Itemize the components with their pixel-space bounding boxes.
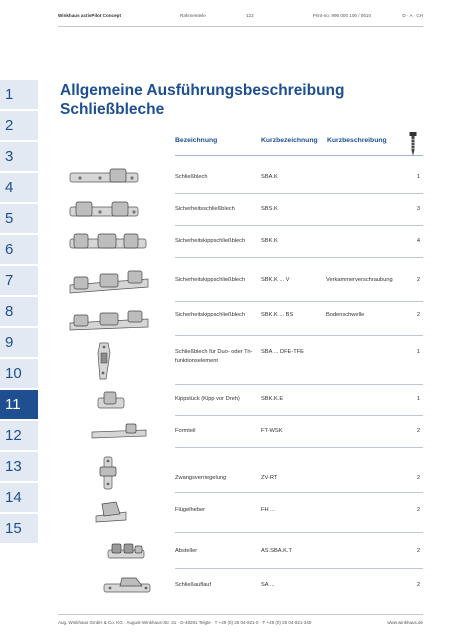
table-row (60, 449, 423, 494)
chapter-tab-3[interactable]: 3 (0, 142, 38, 171)
chapter-tab-11[interactable]: 11 (0, 390, 38, 419)
row-kurzbezeichnung: SBK.K ... BS (261, 312, 294, 318)
row-kurzbezeichnung: SBA ... DFE-TFE (261, 349, 304, 355)
row-number: 2 (416, 582, 420, 588)
chapter-tab-12[interactable]: 12 (0, 421, 38, 450)
zwangsverriegelung-part-icon (96, 455, 120, 491)
table-row (60, 259, 423, 303)
row-divider (175, 225, 423, 226)
chapter-tab-14[interactable]: 14 (0, 483, 38, 512)
row-divider (175, 532, 423, 533)
table-row (60, 337, 423, 387)
row-divider (175, 568, 423, 569)
row-bezeichnung: Kippstück (Kipp vor Dreh) (175, 396, 240, 402)
sicherheitskippschliessblech-bs-part-icon (68, 307, 150, 331)
row-number: 2 (416, 548, 420, 554)
row-kurzbezeichnung: SBK.K ... V (261, 277, 290, 283)
row-divider (175, 415, 423, 416)
header-brand: Winkhaus activPilot Concept (58, 13, 122, 18)
row-bezeichnung: Sicherheitsschließblech (175, 206, 235, 212)
table-row (60, 494, 423, 534)
footer-website-link[interactable]: www.winkhaus.de (387, 620, 423, 625)
row-kurzbezeichnung: SBK.K.E (261, 396, 284, 402)
table-row (60, 570, 423, 604)
page-title (60, 82, 345, 119)
row-bezeichnung: Absteller (175, 548, 198, 554)
sicherheitskippschliessblech-part-icon (68, 231, 148, 253)
table-row (60, 303, 423, 337)
schliessblech-duo-part-icon (94, 341, 114, 381)
page-footer (58, 614, 423, 625)
row-number: 2 (416, 428, 420, 434)
row-divider (175, 335, 423, 336)
table-row (60, 387, 423, 417)
row-number: 2 (416, 475, 420, 481)
row-number: 4 (416, 238, 420, 244)
table-row (60, 163, 423, 195)
chapter-tab-2[interactable]: 2 (0, 111, 38, 140)
chapter-tab-7[interactable]: 7 (0, 266, 38, 295)
row-number: 1 (416, 396, 420, 402)
footer-address: Aug. Winkhaus GmbH & Co. KG · August-Winkhaus-Str. 31 · D-48291 Telgte · T +49 (0) 25 04-921-0 · F +49 (0) 25 04-921-340 (58, 620, 312, 625)
row-bezeichnung: Flügelheber (175, 507, 206, 513)
row-kurzbezeichnung: SBK.K (261, 238, 278, 244)
row-bezeichnung: Sicherheitskippschließblech (175, 277, 246, 283)
row-bezeichnung: Sicherheitskippschließblech (175, 238, 246, 244)
row-divider (175, 492, 423, 493)
row-bezeichnung: Schließblech für Duo- oder Tri-funktionselement (175, 349, 253, 364)
page-title-line-1: Allgemeine Ausführungsbeschreibung (60, 82, 345, 99)
row-number: 2 (416, 507, 420, 513)
row-kurzbezeichnung: FT-WSK (261, 428, 283, 434)
table-row (60, 417, 423, 449)
chapter-tabs (0, 80, 38, 545)
schliessblech-part-icon (68, 167, 140, 187)
column-header-kurzbeschreibung: Kurzbeschreibung (327, 137, 387, 144)
absteller-part-icon (106, 540, 146, 562)
row-bezeichnung: Schließauflauf (175, 582, 212, 588)
column-header-bezeichnung: Bezeichnung (175, 137, 218, 144)
row-kurzbeschreibung: Bodenschwelle (326, 312, 365, 318)
chapter-tab-10[interactable]: 10 (0, 359, 38, 388)
row-number: 1 (416, 174, 420, 180)
screw-icon (409, 132, 417, 156)
formteil-part-icon (90, 420, 148, 440)
row-number: 1 (416, 349, 420, 355)
chapter-tab-5[interactable]: 5 (0, 204, 38, 233)
row-number: 3 (416, 206, 420, 212)
row-bezeichnung: Formteil (175, 428, 196, 434)
row-kurzbezeichnung: ZV-RT (261, 475, 278, 481)
header-country: D · A · CH (402, 13, 423, 18)
chapter-tab-13[interactable]: 13 (0, 452, 38, 481)
row-bezeichnung: Schließblech (175, 174, 208, 180)
chapter-tab-1[interactable]: 1 (0, 80, 38, 109)
chapter-tab-8[interactable]: 8 (0, 297, 38, 326)
column-header-divider (175, 155, 423, 156)
chapter-tab-9[interactable]: 9 (0, 328, 38, 357)
header-page-number: 122 (246, 13, 254, 18)
header-section: Rahmenteile (180, 13, 206, 18)
row-divider (175, 447, 423, 448)
page-header (58, 8, 423, 27)
row-kurzbezeichnung: SBA.K (261, 174, 278, 180)
kippstueck-part-icon (96, 390, 126, 412)
chapter-tab-6[interactable]: 6 (0, 235, 38, 264)
row-number: 2 (416, 312, 420, 318)
row-number: 2 (416, 277, 420, 283)
fluegelheber-part-icon (94, 498, 128, 524)
table-row (60, 227, 423, 259)
schliessauflauf-part-icon (102, 574, 152, 596)
row-divider (175, 384, 423, 385)
sicherheitskippschliessblech-v-part-icon (68, 265, 150, 295)
row-kurzbeschreibung: Verkammerverschraubung (326, 277, 393, 283)
table-row (60, 534, 423, 570)
chapter-tab-4[interactable]: 4 (0, 173, 38, 202)
chapter-tab-15[interactable]: 15 (0, 514, 38, 543)
row-kurzbezeichnung: FH ... (261, 507, 275, 513)
table-row (60, 195, 423, 227)
header-print-number: Print-no: 996 000 106 / 0610 (312, 13, 371, 18)
column-header-kurzbezeichnung: Kurzbezeichnung (261, 137, 318, 144)
sicherheitsschliessblech-part-icon (68, 199, 140, 221)
row-kurzbezeichnung: SBS.K (261, 206, 278, 212)
page-title-line-2: Schließbleche (60, 100, 165, 118)
row-bezeichnung: Sicherheitskippschließblech (175, 312, 246, 318)
row-divider (175, 301, 423, 302)
row-kurzbezeichnung: AS.SBA.K.T (261, 548, 292, 554)
row-bezeichnung: Zwangsverriegelung (175, 475, 227, 481)
row-divider (175, 257, 423, 258)
row-divider (175, 193, 423, 194)
row-kurzbezeichnung: SA ... (261, 582, 275, 588)
